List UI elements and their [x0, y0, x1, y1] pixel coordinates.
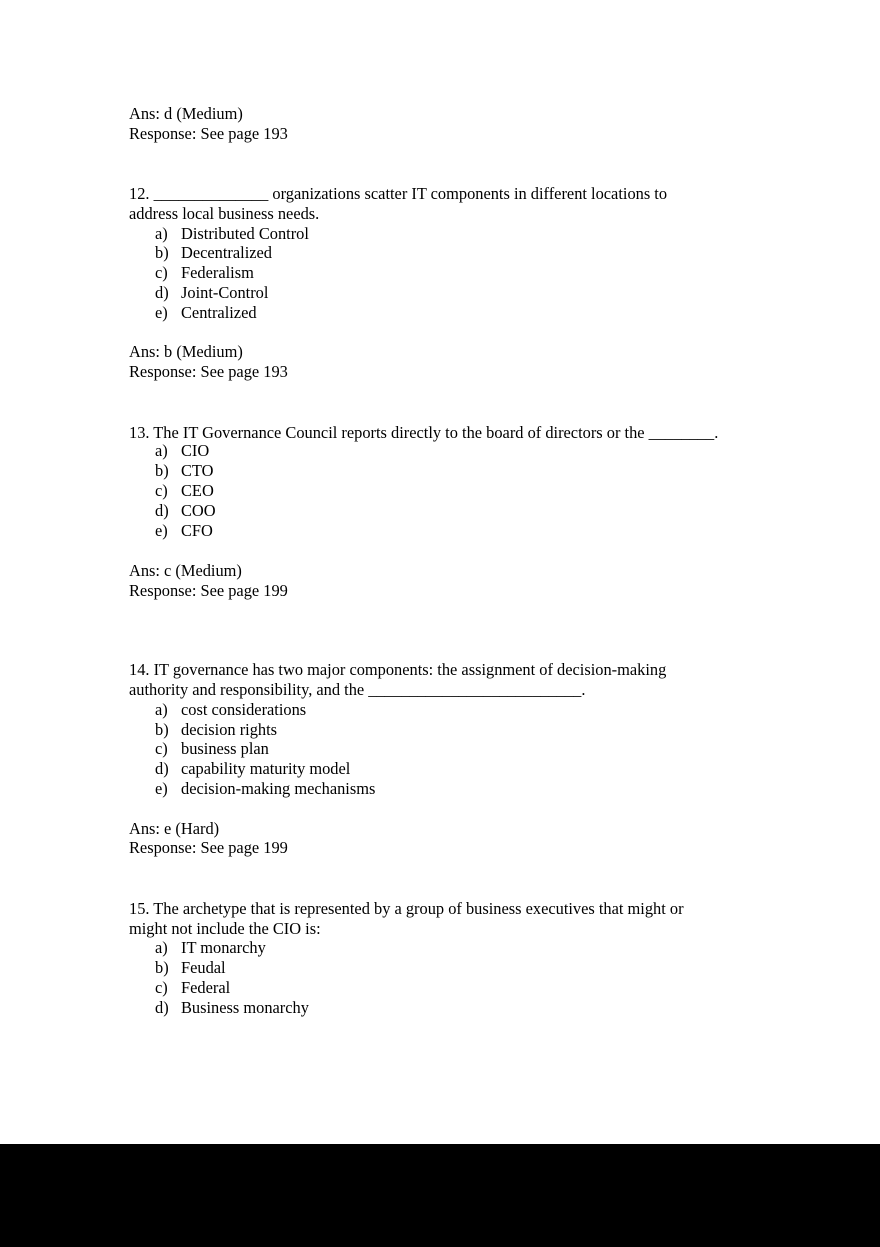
question-14-text-line-2: authority and responsibility, and the __________________________. — [129, 680, 586, 699]
question-12-option-e — [155, 303, 257, 323]
question-14-option-d — [155, 759, 350, 779]
option-text: CIO — [181, 441, 210, 460]
question-15-option-d — [155, 998, 309, 1018]
option-text: CEO — [181, 481, 214, 500]
option-text: decision rights — [181, 720, 278, 739]
prev-answer: Ans: d (Medium) — [129, 104, 243, 123]
option-letter: b) — [155, 720, 169, 739]
option-letter: e) — [155, 521, 168, 540]
question-15-text-line-1: 15. The archetype that is represented by a group of business executives that might or — [129, 899, 684, 918]
option-letter: a) — [155, 700, 168, 719]
question-14-answer: Ans: e (Hard) — [129, 819, 220, 838]
option-text: business plan — [181, 739, 269, 758]
question-12-option-d — [155, 283, 268, 303]
option-text: CFO — [181, 521, 213, 540]
question-12-option-b — [155, 243, 272, 263]
question-12-text-line-2: address local business needs. — [129, 204, 320, 223]
option-text: Joint-Control — [181, 283, 269, 302]
question-13-option-a — [155, 441, 209, 461]
question-15-option-c — [155, 978, 230, 998]
option-letter: d) — [155, 501, 169, 520]
question-14-option-c — [155, 739, 269, 759]
prev-response: Response: See page 193 — [129, 124, 288, 143]
option-letter: b) — [155, 958, 169, 977]
option-letter: d) — [155, 998, 169, 1017]
option-text: Feudal — [181, 958, 226, 977]
option-text: Federalism — [181, 263, 254, 282]
question-13-option-d — [155, 501, 216, 521]
option-letter: c) — [155, 481, 168, 500]
option-text: IT monarchy — [181, 938, 266, 957]
option-text: Federal — [181, 978, 231, 997]
question-13-response: Response: See page 199 — [129, 581, 288, 600]
question-15-option-a — [155, 938, 266, 958]
question-14-option-a — [155, 700, 306, 720]
question-14-option-b — [155, 720, 277, 740]
question-15-text-line-2: might not include the CIO is: — [129, 919, 321, 938]
question-12-text-line-1: 12. ______________ organizations scatter IT components in different locations to — [129, 184, 668, 203]
option-text: cost considerations — [181, 700, 307, 719]
question-13-option-e — [155, 521, 213, 541]
question-13-answer: Ans: c (Medium) — [129, 561, 242, 580]
option-text: Decentralized — [181, 243, 272, 262]
option-letter: b) — [155, 243, 169, 262]
question-12-response: Response: See page 193 — [129, 362, 288, 381]
question-14-option-e — [155, 779, 375, 799]
question-12-option-a — [155, 224, 309, 244]
option-letter: c) — [155, 978, 168, 997]
question-14-response: Response: See page 199 — [129, 838, 288, 857]
option-letter: c) — [155, 739, 168, 758]
question-14-text-line-1: 14. IT governance has two major components: the assignment of decision-making — [129, 660, 667, 679]
option-text: Business monarchy — [181, 998, 309, 1017]
option-text: COO — [181, 501, 216, 520]
option-letter: a) — [155, 441, 168, 460]
option-text: Centralized — [181, 303, 257, 322]
option-letter: d) — [155, 283, 169, 302]
question-15-option-b — [155, 958, 226, 978]
option-text: Distributed Control — [181, 224, 309, 243]
option-letter: a) — [155, 938, 168, 957]
question-13-option-c — [155, 481, 214, 501]
option-text: capability maturity model — [181, 759, 351, 778]
question-12-option-c — [155, 263, 254, 283]
option-letter: a) — [155, 224, 168, 243]
option-text: CTO — [181, 461, 214, 480]
question-13-text-line-1: 13. The IT Governance Council reports directly to the board of directors or the ________. — [129, 423, 719, 442]
question-13-option-b — [155, 461, 214, 481]
option-letter: c) — [155, 263, 168, 282]
option-text: decision-making mechanisms — [181, 779, 376, 798]
option-letter: e) — [155, 779, 168, 798]
option-letter: d) — [155, 759, 169, 778]
option-letter: e) — [155, 303, 168, 322]
question-12-answer: Ans: b (Medium) — [129, 342, 243, 361]
option-letter: b) — [155, 461, 169, 480]
